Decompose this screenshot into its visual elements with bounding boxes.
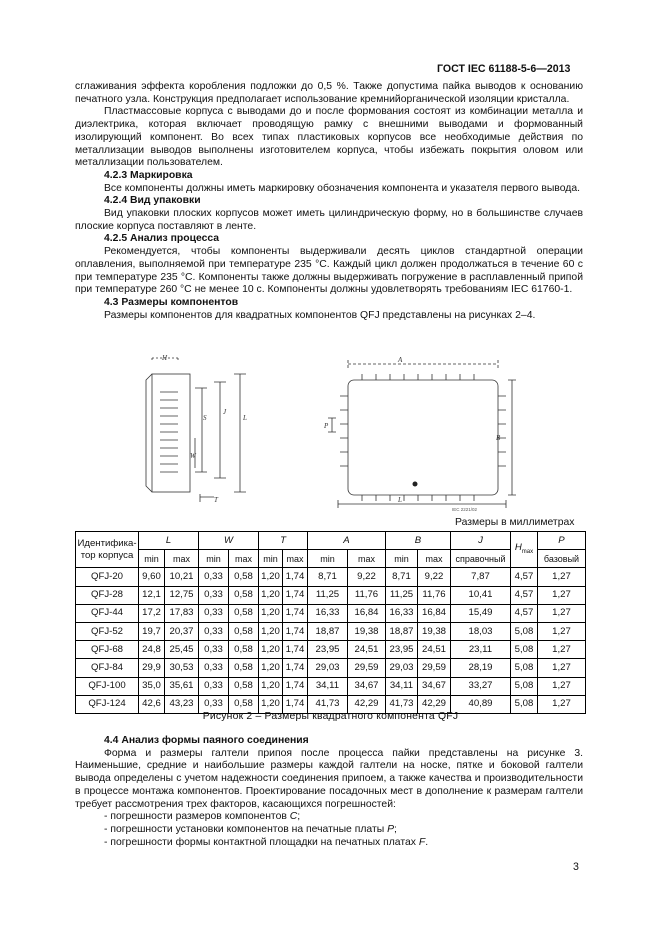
table-cell: 24,51	[348, 641, 386, 659]
table-cell: 0,33	[199, 695, 229, 713]
table-row	[76, 568, 586, 586]
table-cell: 29,03	[308, 659, 348, 677]
figure-code: IEC 2221/02	[452, 507, 478, 512]
table-cell: 1,74	[283, 659, 308, 677]
subheader-max: max	[229, 550, 259, 568]
table-cell: 1,20	[259, 659, 283, 677]
table-cell: 11,25	[308, 586, 348, 604]
table-cell: 9,22	[418, 568, 451, 586]
table-cell: QFJ-124	[76, 695, 139, 713]
table-cell: 34,11	[308, 677, 348, 695]
table-cell: 1,27	[538, 604, 586, 622]
section-heading-4-3: 4.3 Размеры компонентов	[104, 296, 239, 308]
top-view-leads-bottom	[362, 495, 474, 501]
table-cell: 1,20	[259, 677, 283, 695]
table-cell: 34,67	[418, 677, 451, 695]
table-cell: 34,11	[386, 677, 418, 695]
label-T: T	[214, 496, 218, 504]
table-cell: 40,89	[451, 695, 511, 713]
table-cell: 1,27	[538, 659, 586, 677]
table-cell: 17,2	[139, 604, 165, 622]
label-P: P	[324, 422, 329, 430]
table-cell: 0,58	[229, 604, 259, 622]
paragraph: Пластмассовые корпуса с выводами до и после формования состоят из комбинации металла и диэлектрика, которая включает проводящую рамку с внешними выводами и формованный изолирующий компонент. Во всех типах пластиковых корпусов все необходимые действия по металлизации выводов выполнены изготовителем корпуса, чтобы избежать покрытия оловом или металлизации пользователем.	[75, 106, 583, 169]
table-cell: 42,6	[139, 695, 165, 713]
label-L: L	[243, 414, 247, 422]
paragraph: Форма и размеры галтели припоя после процесса пайки представлены на рисунке 3. Наименьшие, средние и наибольшие размеры каждой галтели на носке, пятке и боковой галтели вывода определены с учетом надежности соединения припоем, а также качества и производительности в процессе монтажа компонентов. Проектирование посадочных мест в дополнение к размерам галтели требует рассмотрения трех факторов, касающихся погрешностей:	[75, 747, 583, 810]
qfj-dimension-drawing	[140, 352, 520, 512]
table-cell: 1,20	[259, 568, 283, 586]
table-cell: 5,08	[511, 641, 538, 659]
table-cell: 0,33	[199, 641, 229, 659]
side-view-leads	[160, 392, 178, 472]
table-cell: 1,74	[283, 586, 308, 604]
table-cell: 4,57	[511, 604, 538, 622]
table-cell: QFJ-28	[76, 586, 139, 604]
subheader-min: min	[259, 550, 283, 568]
table-cell: 33,27	[451, 677, 511, 695]
table-cell: 1,20	[259, 622, 283, 640]
paragraph: Все компоненты должны иметь маркировку обозначения компонента и указателя первого вывода.	[104, 182, 580, 194]
header-P: P	[538, 532, 586, 550]
subheader-reference: справочный	[451, 550, 511, 568]
table-cell: 0,58	[229, 586, 259, 604]
list-item: - погрешности формы контактной площадки на печатных платах F.	[104, 836, 429, 848]
table-cell: 24,51	[418, 641, 451, 659]
qfj-dimensions-table	[75, 531, 586, 714]
paragraph: Размеры компонентов для квадратных компонентов QFJ представлены на рисунках 2–4.	[104, 309, 536, 321]
header-T: T	[259, 532, 308, 550]
table-cell: 29,03	[386, 659, 418, 677]
table-cell: 43,23	[165, 695, 199, 713]
table-cell: 35,61	[165, 677, 199, 695]
table-cell: 1,20	[259, 586, 283, 604]
header-L: L	[139, 532, 199, 550]
table-cell: 23,95	[386, 641, 418, 659]
table-cell: 42,29	[418, 695, 451, 713]
table-cell: 1,20	[259, 604, 283, 622]
section-heading-4-2-4: 4.2.4 Вид упаковки	[104, 195, 201, 207]
table-cell: 41,73	[308, 695, 348, 713]
table-cell: 0,33	[199, 677, 229, 695]
table-cell: 17,83	[165, 604, 199, 622]
table-row	[76, 641, 586, 659]
table-cell: 18,03	[451, 622, 511, 640]
document-header: ГОСТ IEC 61188-5-6—2013	[437, 63, 571, 75]
table-cell: 0,58	[229, 568, 259, 586]
table-cell: 10,41	[451, 586, 511, 604]
table-cell: QFJ-20	[76, 568, 139, 586]
section-heading-4-2-3: 4.2.3 Маркировка	[104, 169, 193, 181]
table-cell: 0,58	[229, 659, 259, 677]
table-cell: 19,38	[418, 622, 451, 640]
table-cell: 18,87	[308, 622, 348, 640]
subheader-min: min	[139, 550, 165, 568]
paragraph: Вид упаковки плоских корпусов может иметь цилиндрическую форму, но в большинстве случаев плоские корпуса поставляют в ленте.	[75, 208, 583, 232]
table-cell: 0,33	[199, 604, 229, 622]
table-cell: 1,27	[538, 568, 586, 586]
table-row	[76, 659, 586, 677]
table-cell: 0,58	[229, 677, 259, 695]
section-heading-4-4: 4.4 Анализ формы паяного соединения	[104, 735, 309, 746]
label-L-top: L	[398, 496, 402, 504]
table-cell: 0,58	[229, 622, 259, 640]
top-view-body	[348, 380, 498, 495]
units-note: Размеры в миллиметрах	[455, 517, 575, 528]
table-cell: 1,74	[283, 568, 308, 586]
table-cell: 16,84	[348, 604, 386, 622]
subheader-min: min	[386, 550, 418, 568]
table-cell: 12,1	[139, 586, 165, 604]
section-heading-4-2-5: 4.2.5 Анализ процесса	[104, 233, 220, 245]
table-cell: 4,57	[511, 586, 538, 604]
table-cell: 19,38	[348, 622, 386, 640]
page-number: 3	[573, 861, 579, 873]
label-H: H	[162, 354, 168, 362]
subheader-min: min	[199, 550, 229, 568]
table-cell: 34,67	[348, 677, 386, 695]
table-cell: QFJ-100	[76, 677, 139, 695]
table-cell: 0,33	[199, 568, 229, 586]
table-cell: 5,08	[511, 677, 538, 695]
header-J: J	[451, 532, 511, 550]
table-cell: 0,58	[229, 695, 259, 713]
table-cell: 9,60	[139, 568, 165, 586]
table-cell: 0,33	[199, 586, 229, 604]
label-S: S	[203, 414, 207, 422]
table-cell: 5,08	[511, 695, 538, 713]
table-cell: 1,27	[538, 622, 586, 640]
table-cell: 1,74	[283, 677, 308, 695]
section-4-4-block	[75, 735, 583, 849]
subheader-min: min	[308, 550, 348, 568]
table-cell: 9,22	[348, 568, 386, 586]
table-cell: 8,71	[386, 568, 418, 586]
table-cell: 5,08	[511, 659, 538, 677]
table-cell: 0,33	[199, 622, 229, 640]
table-cell: QFJ-52	[76, 622, 139, 640]
table-cell: 0,58	[229, 641, 259, 659]
figure-caption: Рисунок 2 – Размеры квадратного компонента QFJ	[202, 711, 459, 722]
table-cell: 1,74	[283, 641, 308, 659]
paragraph: сглаживания эффекта коробления подложки до 0,5 %. Также допустима пайка выводов к основанию печатного узла. Конструкция предполагает использование кремнийорганической изоляции кристалла.	[75, 81, 583, 105]
table-cell: 42,29	[348, 695, 386, 713]
table-cell: 1,27	[538, 695, 586, 713]
table-cell: 20,37	[165, 622, 199, 640]
table-cell: 30,53	[165, 659, 199, 677]
table-cell: 11,76	[348, 586, 386, 604]
table-cell: 18,87	[386, 622, 418, 640]
subheader-max: max	[418, 550, 451, 568]
label-J: J	[223, 408, 227, 416]
subheader-max: max	[348, 550, 386, 568]
table-cell: 29,59	[348, 659, 386, 677]
table-cell: 25,45	[165, 641, 199, 659]
table-cell: 1,74	[283, 604, 308, 622]
table-cell: 1,74	[283, 622, 308, 640]
pin1-marker	[413, 482, 418, 487]
table-cell: 23,95	[308, 641, 348, 659]
table-cell: 16,33	[308, 604, 348, 622]
table-cell: 4,57	[511, 568, 538, 586]
table-cell: 29,59	[418, 659, 451, 677]
top-text-block	[75, 81, 583, 322]
paragraph: Рекомендуется, чтобы компоненты выдерживали десять циклов стандартной операции оплавления, выполняемой при температуре 235 °С. Каждый цикл должен продолжаться в течение 60 с при температуре 235 °С. Компоненты также должны выдерживать погружение в расплавленный припой при температуре 260 °С не менее 10 с. Компоненты должны удовлетворять требованиям IEC 61760-1.	[75, 246, 583, 296]
label-B: B	[496, 434, 501, 442]
table-cell: 19,7	[139, 622, 165, 640]
table-cell: 1,27	[538, 641, 586, 659]
subheader-max: max	[283, 550, 308, 568]
subheader-basic: базовый	[538, 550, 586, 568]
table-cell: 15,49	[451, 604, 511, 622]
label-W: W	[190, 452, 196, 460]
table-cell: 41,73	[386, 695, 418, 713]
top-view-leads-right	[498, 396, 506, 466]
table-cell: QFJ-68	[76, 641, 139, 659]
label-A: A	[398, 356, 403, 364]
header-Hmax: $H_{max}$	[511, 532, 538, 568]
table-row	[76, 622, 586, 640]
table-cell: 7,87	[451, 568, 511, 586]
table-cell: 23,11	[451, 641, 511, 659]
table-cell: 16,33	[386, 604, 418, 622]
table-cell: 11,25	[386, 586, 418, 604]
table-cell: 16,84	[418, 604, 451, 622]
subheader-max: max	[165, 550, 199, 568]
table-cell: 24,8	[139, 641, 165, 659]
table-cell: 35,0	[139, 677, 165, 695]
table-row	[76, 586, 586, 604]
table-cell: 1,20	[259, 695, 283, 713]
table-row	[76, 604, 586, 622]
table-cell: 8,71	[308, 568, 348, 586]
top-view-leads-left	[340, 396, 348, 466]
header-identifier: Идентифика-тор корпуса	[76, 532, 139, 568]
table-cell: 1,20	[259, 641, 283, 659]
table-cell: 0,33	[199, 659, 229, 677]
top-view-leads-top	[362, 374, 474, 380]
table-cell: 28,19	[451, 659, 511, 677]
table-cell: 12,75	[165, 586, 199, 604]
header-A: A	[308, 532, 386, 550]
header-B: B	[386, 532, 451, 550]
table-cell: 10,21	[165, 568, 199, 586]
table-cell: 29,9	[139, 659, 165, 677]
table-cell: QFJ-84	[76, 659, 139, 677]
table-row	[76, 677, 586, 695]
table-cell: 1,74	[283, 695, 308, 713]
table-cell: 1,27	[538, 677, 586, 695]
table-cell: 5,08	[511, 622, 538, 640]
table-cell: QFJ-44	[76, 604, 139, 622]
table-cell: 11,76	[418, 586, 451, 604]
list-item: - погрешности установки компонентов на печатные платы P;	[104, 823, 397, 835]
list-item: - погрешности размеров компонентов C;	[104, 811, 301, 823]
header-W: W	[199, 532, 259, 550]
table-cell: 1,27	[538, 586, 586, 604]
